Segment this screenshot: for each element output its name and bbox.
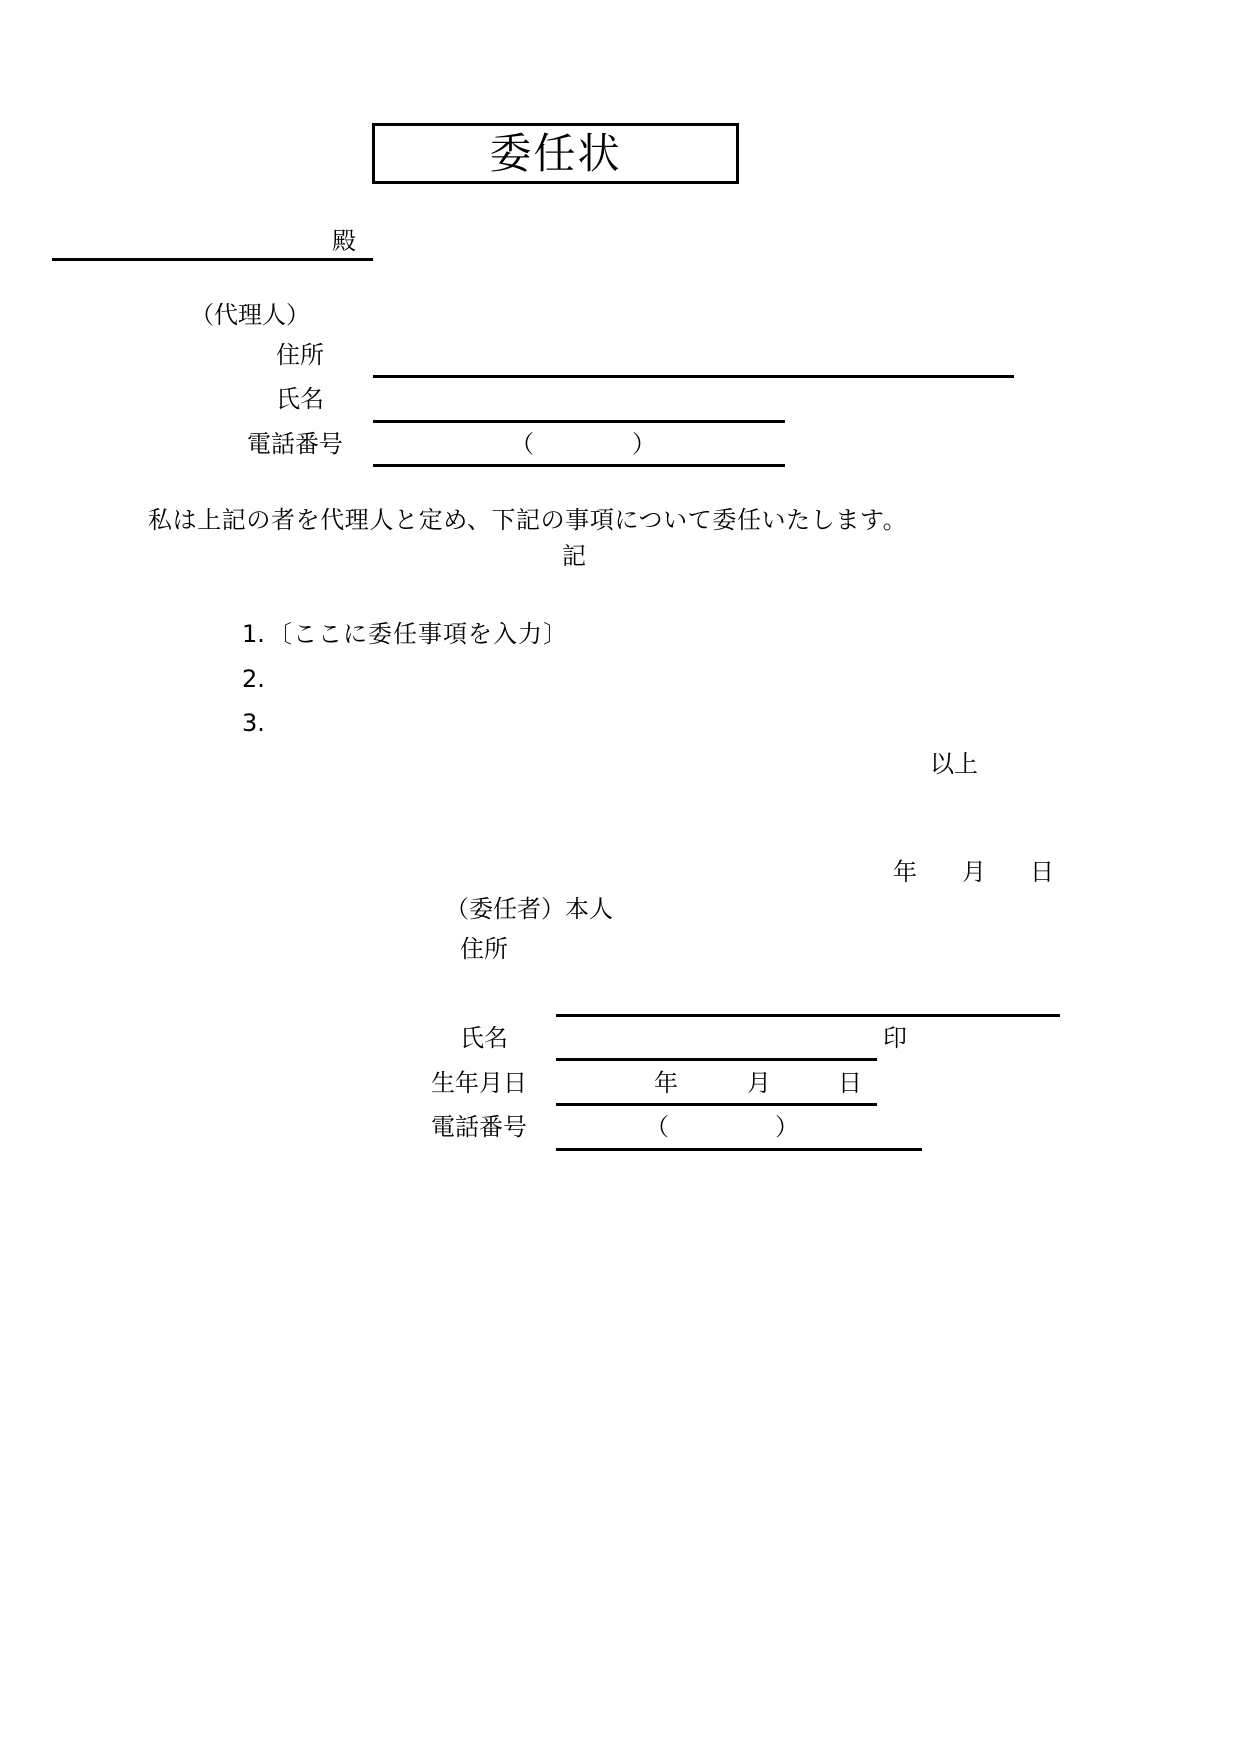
- principal-address-label: 住所: [460, 935, 508, 963]
- agent-address-line[interactable]: [373, 375, 1014, 378]
- item-number: 1.: [242, 620, 265, 648]
- document-title: 委任状: [489, 128, 622, 178]
- item-text[interactable]: 〔ここに委任事項を入力〕: [268, 620, 568, 648]
- agent-phone-line[interactable]: [373, 464, 785, 467]
- birth-day-label: 日: [838, 1069, 862, 1097]
- date-month-label: 月: [962, 858, 986, 886]
- title-box: [372, 123, 739, 184]
- principal-phone-open-paren: （: [645, 1113, 669, 1141]
- agent-name-label: 氏名: [276, 385, 324, 413]
- principal-name-line[interactable]: [556, 1058, 877, 1061]
- birth-year-label: 年: [654, 1069, 678, 1097]
- principal-address-line[interactable]: [556, 1014, 1060, 1017]
- addressee-suffix: 殿: [332, 227, 356, 255]
- delegation-statement: 私は上記の者を代理人と定め、下記の事項について委任いたします。: [148, 506, 908, 534]
- principal-phone-label: 電話番号: [431, 1113, 527, 1141]
- agent-address-label: 住所: [276, 341, 324, 369]
- date-day-label: 日: [1030, 858, 1054, 886]
- principal-birthdate-label: 生年月日: [431, 1069, 527, 1097]
- principal-name-label: 氏名: [460, 1024, 508, 1052]
- principal-birthdate-line[interactable]: [556, 1103, 877, 1106]
- agent-name-line[interactable]: [373, 420, 785, 423]
- seal-mark: 印: [883, 1024, 907, 1052]
- addressee-field-line[interactable]: [52, 258, 373, 261]
- agent-phone-label: 電話番号: [247, 430, 343, 458]
- agent-heading: （代理人）: [190, 301, 310, 329]
- ki-heading: 記: [562, 542, 586, 570]
- date-year-label: 年: [893, 858, 917, 886]
- closing-ijou: 以上: [930, 750, 978, 778]
- item-number: 3.: [242, 709, 265, 737]
- item-number: 2.: [242, 665, 265, 693]
- principal-phone-line[interactable]: [556, 1148, 922, 1151]
- agent-phone-close-paren: ）: [632, 430, 656, 458]
- agent-phone-open-paren: （: [510, 430, 534, 458]
- principal-phone-close-paren: ）: [775, 1113, 799, 1141]
- birth-month-label: 月: [747, 1069, 771, 1097]
- principal-heading: （委任者）本人: [445, 895, 613, 923]
